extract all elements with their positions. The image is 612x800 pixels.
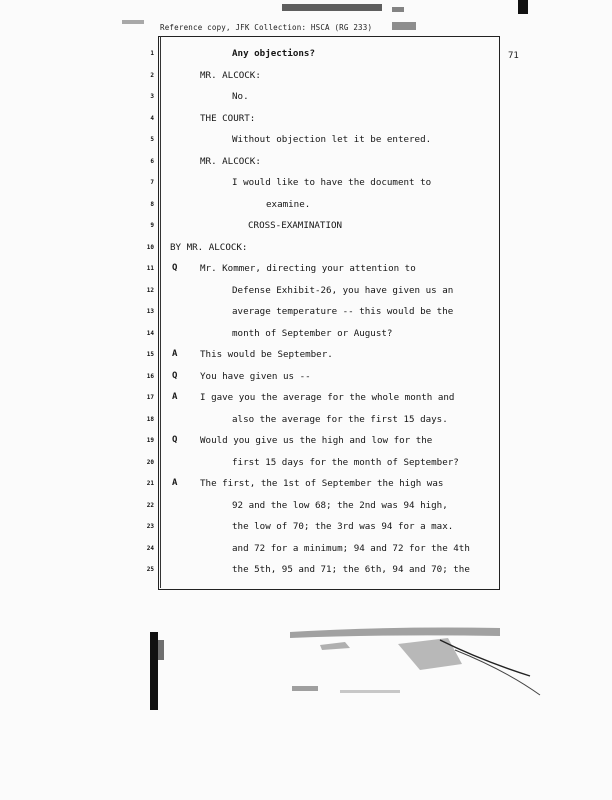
line-number: 2 [150,72,154,79]
transcript-line: average temperature -- this would be the [232,306,454,317]
transcript-line: BY MR. ALCOCK: [170,242,248,253]
line-number: 16 [146,373,154,380]
transcript-line: the low of 70; the 3rd was 94 for a max. [232,521,454,532]
transcript-line: You have given us -- [200,371,311,382]
line-number: 22 [146,502,154,509]
transcript-line: No. [232,91,249,102]
line-number: 12 [146,287,154,294]
transcript-line: CROSS-EXAMINATION [248,220,343,231]
line-number: 18 [146,416,154,423]
transcript-line: Mr. Kommer, directing your attention to [200,263,416,274]
line-number: 20 [146,459,154,466]
line-number: 25 [146,566,154,573]
transcript-line: MR. ALCOCK: [200,156,261,167]
page-number: 71 [508,51,519,61]
line-number: 21 [146,480,154,487]
transcript-line: and 72 for a minimum; 94 and 72 for the 4th [232,543,470,554]
transcript-line: month of September or August? [232,328,393,339]
transcript-line: Without objection let it be entered. [232,134,432,145]
transcript-line: I gave you the average for the whole month and [200,392,455,403]
line-number: 9 [150,222,154,229]
line-number: 1 [150,50,154,57]
line-number: 14 [146,330,154,337]
transcript-line: 92 and the low 68; the 2nd was 94 high, [232,500,448,511]
transcript-line: I would like to have the document to [232,177,432,188]
transcript-line: also the average for the first 15 days. [232,414,448,425]
line-number: 13 [146,308,154,315]
transcript-line: examine. [266,199,311,210]
line-number: 5 [150,136,154,143]
transcript-line: MR. ALCOCK: [200,70,261,81]
speaker-marker: Q [172,435,178,445]
speaker-marker: A [172,392,178,402]
transcript-line: first 15 days for the month of September? [232,457,459,468]
transcript-line: THE COURT: [200,113,256,124]
transcript-line: This would be September. [200,349,333,360]
line-number: 3 [150,93,154,100]
transcript-line: The first, the 1st of September the high was [200,478,444,489]
line-number: 6 [150,158,154,165]
transcript-line: Would you give us the high and low for the [200,435,433,446]
speaker-marker: A [172,478,178,488]
line-number: 23 [146,523,154,530]
margin-line [160,36,161,588]
transcript-line: Any objections? [232,48,315,59]
speaker-marker: A [172,349,178,359]
line-number: 17 [146,394,154,401]
reference-header: Reference copy, JFK Collection: HSCA (RG 233) [160,23,373,32]
line-number: 15 [146,351,154,358]
transcript-line: the 5th, 95 and 71; the 6th, 94 and 70; the [232,564,470,575]
line-number: 4 [150,115,154,122]
speaker-marker: Q [172,263,178,273]
line-number: 24 [146,545,154,552]
line-number: 10 [146,244,154,251]
speaker-marker: Q [172,371,178,381]
line-number: 11 [146,265,154,272]
line-number: 7 [150,179,154,186]
scan-smudge-bottom [0,600,612,800]
line-number: 8 [150,201,154,208]
scan-smudge-top [0,0,612,40]
transcript-line: Defense Exhibit-26, you have given us an [232,285,454,296]
line-number: 19 [146,437,154,444]
